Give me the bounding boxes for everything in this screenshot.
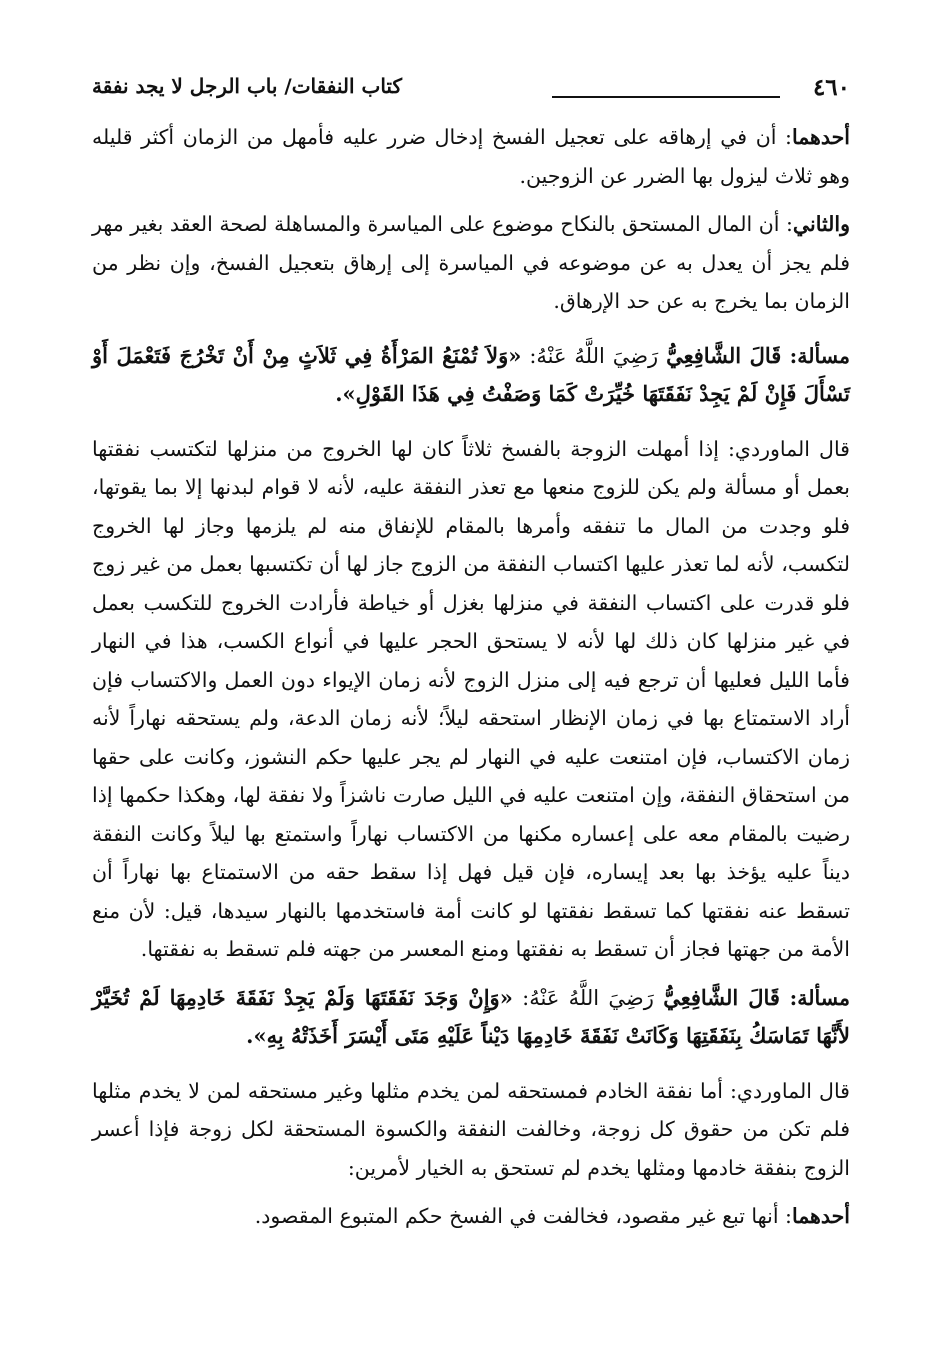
paragraph-text: : أنها تبع غير مقصود، فخالفت في الفسخ حكم المتبوع المقصود. (254, 1204, 792, 1228)
paragraph-text: : أن المال المستحق بالنكاح موضوع على المياسرة والمساهلة لصحة العقد بغير مهر فلم يجز أن يعدل به عن موضوعه في المياسرة إلى إرهاق بتعجيل الفسخ، وإن نظر من الزمان بما يخرج به عن حد الإرهاق. (92, 212, 850, 313)
paragraph-text: قال الماوردي: أما نفقة الخادم فمستحقه لمن يخدم مثلها وغير مستحقه لمن لا يخدم مثلها فلم تكن من حقوق كل زوجة، وخالفت النفقة والكسوة المستحقة لكل زوجة فإذا أعسر الزوج بنفقة خادمها ومثلها يخدم لم تستحق به الخيار لأمرين: (92, 1078, 850, 1180)
speaker-name: قَالَ الشَّافِعِيُّ (666, 342, 782, 368)
blessing-phrase: رَضِيَ اللَّهُ عَنْهُ: (512, 985, 664, 1010)
masala-paragraph (92, 979, 850, 1056)
blessing-phrase: رَضِيَ اللَّهُ عَنْهُ: (521, 343, 667, 368)
quoted-text: «وَإِنْ وَجَدَ نَفَقَتَهَا وَلَمْ يَجِدْ نَفَقَةَ خَادِمِهَا لَمْ تُخَيَّرْ لأَنَّهَا تَمَاسَكُ بِنَفَقَتِهَا وَكَانَتْ نَفَقَةَ خَادِمِهَا دَيْناً عَلَيْهِ مَتَى أَيْسَرَ أَخَذَتْهُ بِهِ». (92, 984, 850, 1048)
page-number: ٤٦٠ (812, 74, 850, 101)
running-title: كتاب النفقات/ باب الرجل لا يجد نفقة (92, 74, 402, 98)
commentary-paragraph (92, 430, 850, 969)
paragraph-lead: والثاني (792, 212, 850, 236)
paragraph-text: : أن في إرهاقه على تعجيل الفسخ إدخال ضرر عليه فأمهل من الزمان أكثر قليله وهو ثلاث ليزول بها الضرر عن الزوجين. (92, 125, 850, 188)
masala-label: مسألة: (781, 343, 850, 368)
page-body (92, 118, 850, 1246)
header-rule (552, 96, 780, 98)
masala-paragraph (92, 337, 850, 414)
quoted-text: «وَلاَ تُمْنَعُ المَرْأَةُ فِي ثَلاَثٍ مِنْ أَنْ تَخْرُجَ فَتَعْمَلَ أَوْ تَسْأَلَ فَإِنْ لَمْ يَجِدْ نَفَقَتَهَا خُيِّرَتْ كَمَا وَصَفْتُ فِي هَذَا القَوْلِ». (92, 342, 850, 406)
paragraph-lead: أحدهما (791, 125, 850, 149)
paragraph-text: قال الماوردي: إذا أمهلت الزوجة بالفسخ ثلاثاً كان لها الخروج من منزلها لتكتسب نفقتها بعمل أو مسألة ولم يكن للزوج منعها مع تعذر النفقة عليه، لأنه لا قوام لبدنها إلا بما يقوتها، فلو وجدت من المال ما تنفقه وأمرها بالمقام للإنفاق منه لم يلزمها وجاز لها الخروج لتكسب، لأنه لما تعذر عليها اكتساب النفقة من الزوج جاز لها أن تكتسبها بعمل من غير زوج فلو قدرت على اكتساب النفقة في منزلها بغزل أو خياطة فأرادت الخروج للتكسب بعمل في غير منزلها كان ذلك لها لأنه لا يستحق الحجر عليها في أنواع الكسب، هذا في النهار فأما الليل فعليها أن ترجع فيه إلى منزل الزوج لأنه زمان الإيواء دون العمل والاكتساب فإن أراد الاستمتاع بها في زمان الإنظار استحقه ليلاً؛ لأنه زمان الدعة، ولم يستحقه نهاراً لأنه زمان الاكتساب، فإن امتنعت عليه في النهار لم يجر عليها حكم النشوز، وكانت على حقها من استحقاق النفقة، وإن امتنعت عليه في الليل صارت ناشزاً ولا نفقة لها، وهكذا حكمها إذا رضيت بالمقام معه على إعساره مكنها من الاكتساب نهاراً واستمتع بها ليلاً وكانت النفقة ديناً عليه يؤخذ بها بعد إيساره، فإن قيل فهل إذا سقط حقه من الاستمتاع بها نهاراً أن تسقط عنه نفقتها كما تسقط نفقتها لو كانت أمة فاستخدمها بالنهار سيدها، قيل: لأن منع الأمة من جهتها فجاز أن تسقط به نفقتها ومنع المعسر من جهته فلم تسقط به نفقتها. (92, 436, 850, 961)
paragraph-lead: أحدهما (791, 1204, 850, 1228)
page-header (92, 74, 850, 110)
commentary-paragraph (92, 1072, 850, 1188)
paragraph-first-reason (92, 118, 850, 195)
speaker-name: قَالَ الشَّافِعِيُّ (663, 984, 780, 1010)
paragraph-second-reason (92, 205, 850, 321)
paragraph-first-reason (92, 1197, 850, 1236)
masala-label: مسألة: (779, 985, 851, 1010)
